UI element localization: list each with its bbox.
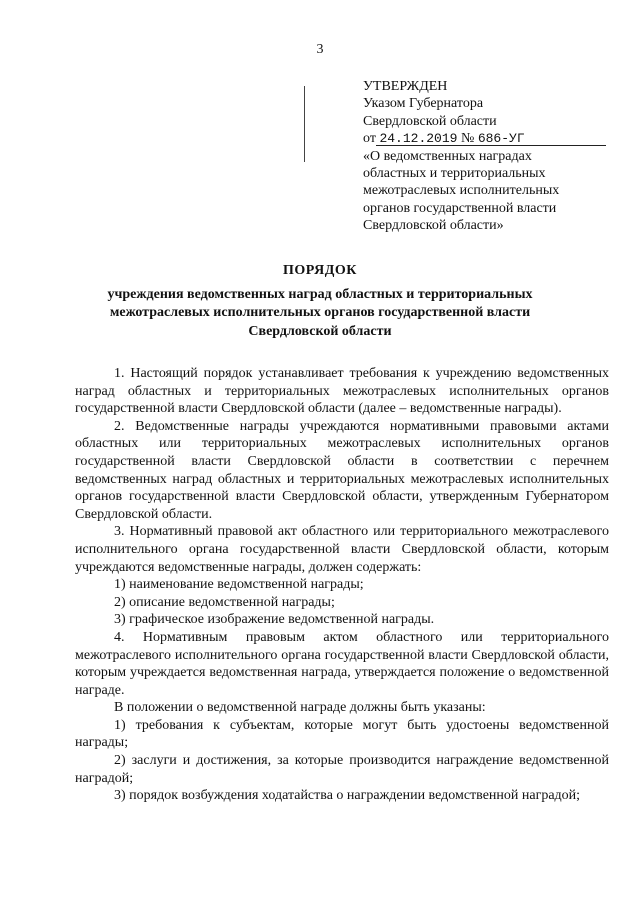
list-item: 3) порядок возбуждения ходатайства о награждении ведомственной наградой; — [114, 788, 581, 804]
approval-block — [363, 78, 559, 235]
paragraph: В положении о ведомственной награде должны быть указаны: — [114, 700, 486, 716]
approval-title: УТВЕРЖДЕН — [363, 79, 448, 94]
document-subtitle-line: учреждения ведомственных наград областных и территориальных — [107, 286, 533, 302]
approval-number: 686-УГ — [477, 131, 525, 147]
document-title: ПОРЯДОК — [283, 263, 357, 278]
document-subtitle-line: межотраслевых исполнительных органов государственной власти — [109, 305, 531, 320]
paragraph: 1. Настоящий порядок устанавливает требования к учреждению ведомственных наград областных и территориальных межотраслевых исполнительных органов государственной власти Свердловской области (далее – ведомственные награды). — [75, 366, 609, 417]
document-subtitle-line: Свердловской области — [248, 323, 392, 339]
approval-subject-line: органов государственной власти — [363, 200, 557, 216]
approval-subject-line: Свердловской области» — [363, 218, 504, 234]
list-item: 1) требования к субъектам, которые могут быть удостоены ведомственной награды; — [75, 717, 609, 751]
paragraph: 3. Нормативный правовой акт областного или территориального межотраслевого исполнительного органа государственной власти Свердловской области, которым учреждаются ведомственные награды, должен содержать: — [75, 524, 609, 575]
number-prefix: № — [460, 131, 475, 147]
date-prefix: от — [363, 131, 376, 147]
approval-subject-line: областных и территориальных — [363, 166, 546, 182]
approval-subject-line: «О ведомственных наградах — [363, 148, 532, 164]
paragraph: 2. Ведомственные награды учреждаются нормативными правовыми актами областных или территориальных межотраслевых исполнительных органов государственной власти Свердловской области в соответствии с перечнем ведомственных наград областных и территориальных межотраслевых исполнительных органов государственной власти Свердловской области, утвержденным Губернатором Свердловской области. — [75, 418, 609, 522]
document-body — [75, 365, 609, 805]
document-heading — [0, 262, 640, 341]
approval-date-line — [363, 130, 559, 147]
list-item: 2) описание ведомственной награды; — [114, 594, 335, 610]
list-item: 1) наименование ведомственной награды; — [114, 577, 364, 593]
approval-date: 24.12.2019 — [379, 131, 458, 147]
approval-region: Свердловской области — [363, 113, 497, 129]
list-item: 3) графическое изображение ведомственной награды. — [114, 612, 435, 628]
approval-decree: Указом Губернатора — [363, 96, 484, 112]
approval-subject-line: межотраслевых исполнительных — [363, 183, 560, 199]
scan-mark — [304, 86, 305, 162]
page-number: 3 — [316, 42, 324, 57]
paragraph: 4. Нормативным правовым актом областного или территориального межотраслевого исполнительного органа государственной власти Свердловской области, которым учреждается ведомственная награда, утверждается положение о ведомственной награде. — [75, 629, 609, 698]
date-underline — [376, 145, 606, 146]
list-item: 2) заслуги и достижения, за которые производится награждение ведомственной наградой; — [75, 753, 609, 786]
